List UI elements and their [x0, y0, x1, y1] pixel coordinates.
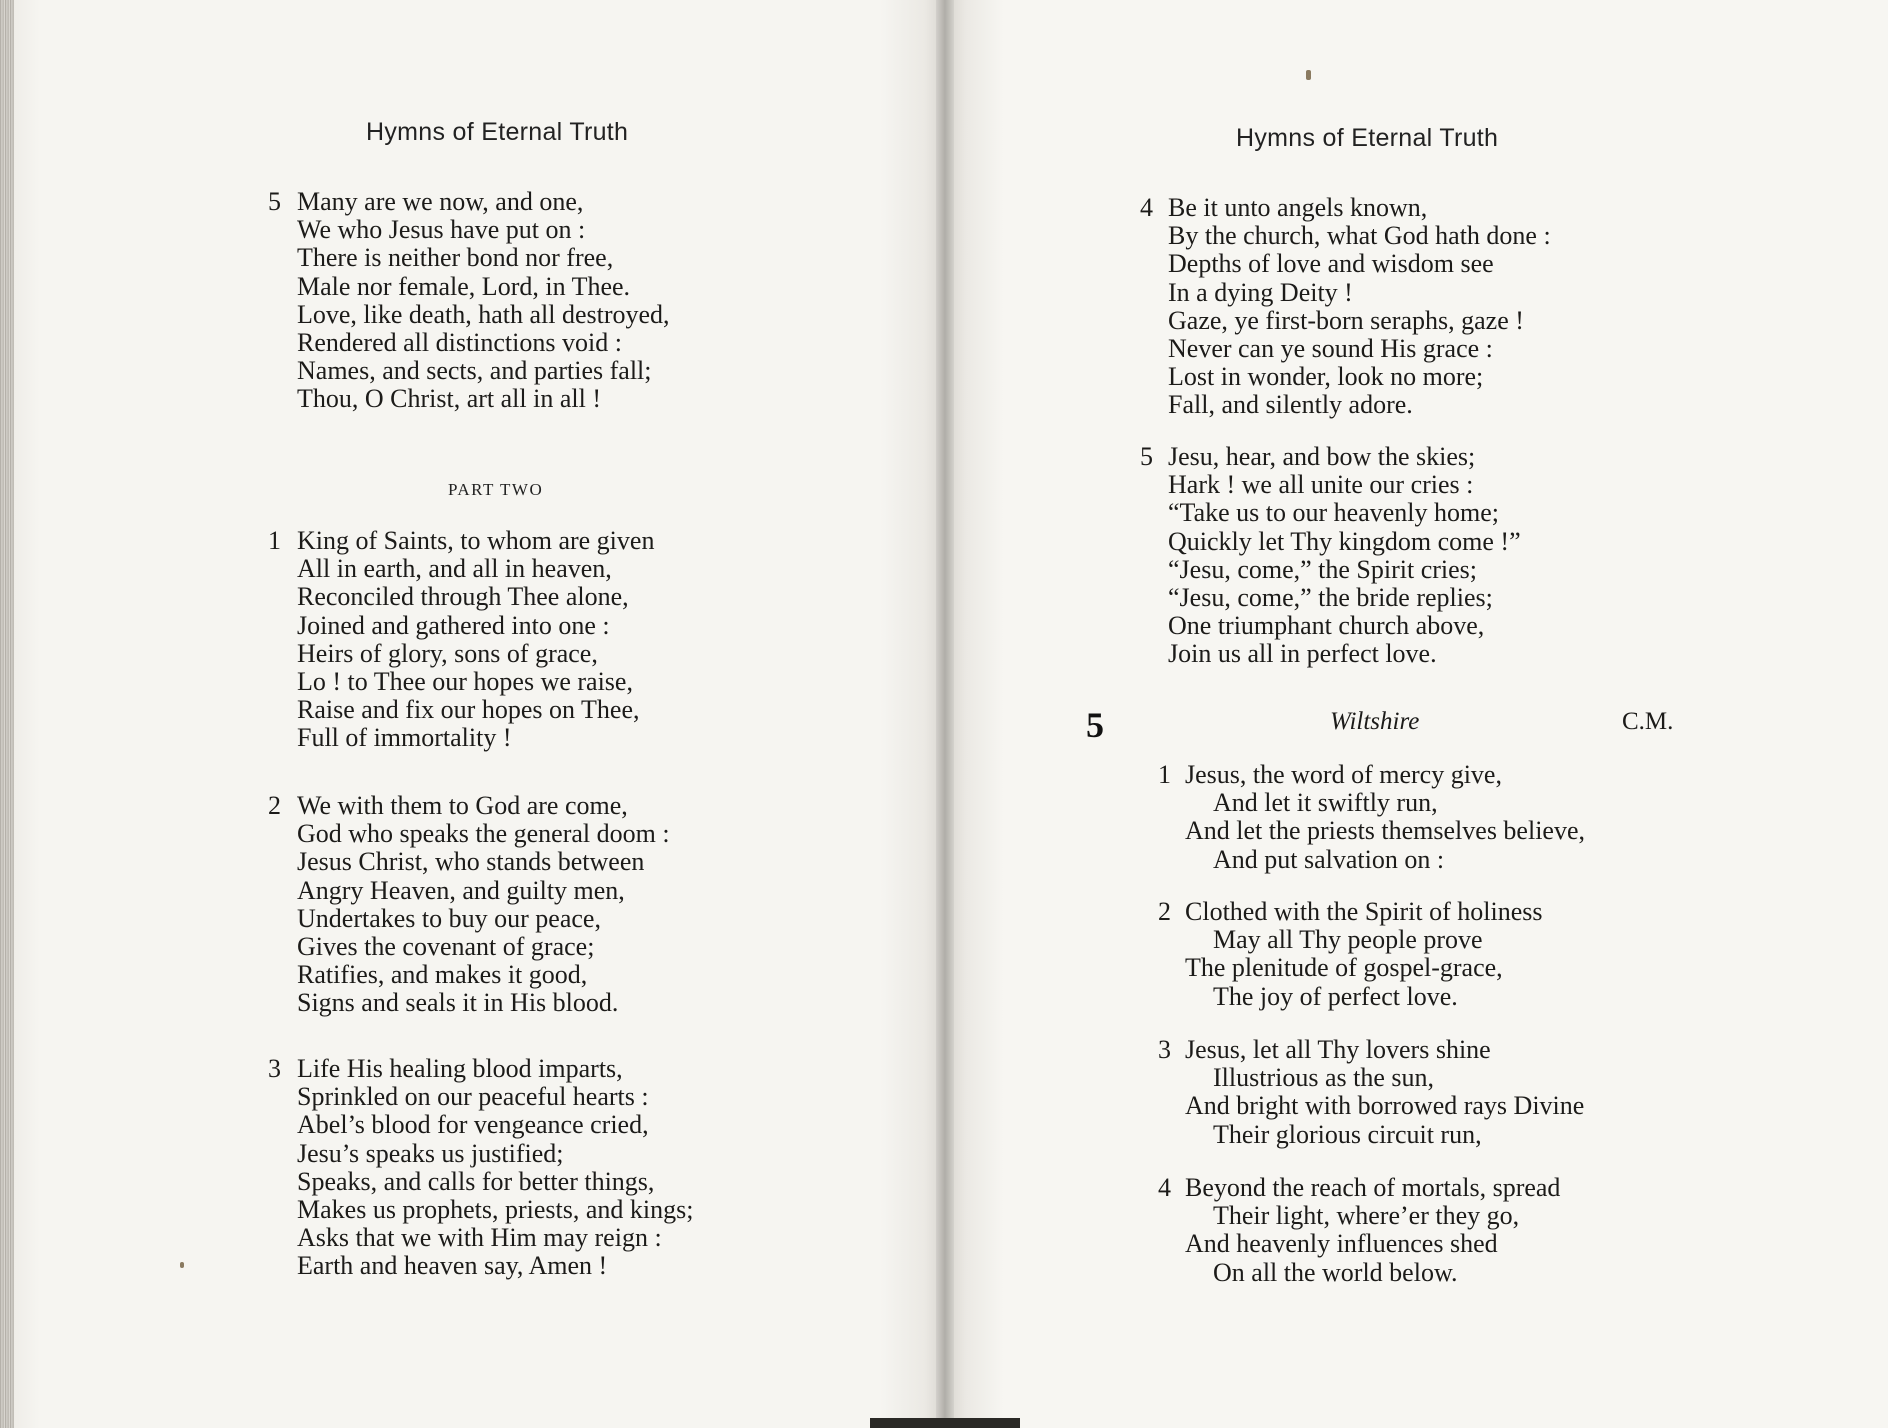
running-header-left: Hymns of Eternal Truth [366, 118, 629, 146]
part-two-verse-1 [297, 527, 654, 753]
verse-line: Signs and seals it in His blood. [297, 988, 619, 1018]
verse-number: 3 [268, 1054, 281, 1083]
part-two-verse-3 [297, 1055, 693, 1281]
verse-line: By the church, what God hath done : [1168, 221, 1551, 251]
verse-line: Their glorious circuit run, [1213, 1119, 1482, 1149]
verse-line: Asks that we with Him may reign : [297, 1223, 662, 1253]
verse-line: Jesu, hear, and bow the skies; [1168, 442, 1476, 471]
verse-line: Never can ye sound His grace : [1168, 334, 1493, 364]
verse-number: 1 [268, 526, 281, 555]
verse-line: Speaks, and calls for better things, [297, 1166, 655, 1196]
verse-line: “Jesu, come,” the Spirit cries; [1168, 554, 1478, 584]
verse-line: Names, and sects, and parties fall; [297, 356, 652, 386]
verse-line: Rendered all distinctions void : [297, 328, 622, 358]
verse-line: “Take us to our heavenly home; [1168, 498, 1500, 528]
verse-line: We with them to God are come, [297, 791, 628, 820]
verse-line: And heavenly influences shed [1185, 1229, 1498, 1259]
verse-number: 4 [1140, 193, 1153, 222]
verse-line: Gives the covenant of grace; [297, 932, 595, 962]
hymn-5-stanza-4 [1185, 1174, 1560, 1287]
hymn-5-stanza-1 [1185, 761, 1585, 874]
right-page [944, 0, 1888, 1428]
spine-shadow [870, 1418, 1020, 1428]
page-edges [0, 0, 14, 1428]
verse-line: Hark ! we all unite our cries : [1168, 470, 1474, 500]
verse-4 [1168, 194, 1551, 420]
verse-line: Raise and fix our hopes on Thee, [297, 695, 640, 725]
verse-line: God who speaks the general doom : [297, 819, 670, 849]
verse-line: Life His healing blood imparts, [297, 1054, 623, 1083]
verse-line: And bright with borrowed rays Divine [1185, 1091, 1585, 1121]
verse-line: Angry Heaven, and guilty men, [297, 875, 625, 905]
meter-label: C.M. [1622, 708, 1674, 735]
verse-line: Beyond the reach of mortals, spread [1185, 1173, 1561, 1202]
verse-line: Illustrious as the sun, [1213, 1063, 1434, 1093]
verse-line: Jesus, let all Thy lovers shine [1185, 1035, 1491, 1064]
verse-line: Ratifies, and makes it good, [297, 960, 588, 990]
verse-line: The joy of perfect love. [1213, 981, 1458, 1011]
verse-line: Makes us prophets, priests, and kings; [297, 1195, 694, 1225]
verse-line: The plenitude of gospel-grace, [1185, 953, 1503, 983]
verse-line: Join us all in perfect love. [1168, 639, 1437, 669]
verse-line: Clothed with the Spirit of holiness [1185, 897, 1543, 926]
verse-number: 5 [268, 187, 281, 216]
stanza-number: 2 [1158, 897, 1171, 926]
verse-line: There is neither bond nor free, [297, 243, 614, 273]
verse-line: May all Thy people prove [1213, 925, 1483, 955]
stanza-number: 4 [1158, 1173, 1171, 1202]
verse-line: Jesus Christ, who stands between [297, 847, 645, 877]
verse-line: Reconciled through Thee alone, [297, 582, 629, 612]
verse-line: One triumphant church above, [1168, 611, 1485, 641]
stanza-number: 3 [1158, 1035, 1171, 1064]
verse-line: Earth and heaven say, Amen ! [297, 1251, 608, 1281]
verse-number: 5 [1140, 442, 1153, 471]
stanza-number: 1 [1158, 760, 1171, 789]
hymn-5-stanza-3 [1185, 1036, 1584, 1149]
verse-line: Jesus, the word of mercy give, [1185, 760, 1502, 789]
verse-line: Lo ! to Thee our hopes we raise, [297, 667, 633, 697]
verse-line: And let it swiftly run, [1213, 788, 1438, 818]
verse-line: Undertakes to buy our peace, [297, 903, 601, 933]
verse-line: Jesu’s speaks us justified; [297, 1138, 564, 1168]
paper-speck [180, 1262, 184, 1268]
part-two-verse-2 [297, 792, 670, 1018]
paper-speck [1306, 70, 1311, 80]
hymn-5-stanza-2 [1185, 898, 1543, 1011]
verse-line: Joined and gathered into one : [297, 610, 610, 640]
tune-name: Wiltshire [1330, 708, 1420, 735]
verse-line: Full of immortality ! [297, 723, 512, 753]
verse-line: Fall, and silently adore. [1168, 390, 1413, 420]
verse-line: Lost in wonder, look no more; [1168, 362, 1484, 392]
verse-line: And let the priests themselves believe, [1185, 816, 1586, 846]
verse-line: And put salvation on : [1213, 844, 1445, 874]
verse-line: In a dying Deity ! [1168, 277, 1353, 307]
verse-line: We who Jesus have put on : [297, 215, 586, 245]
verse-line: Gaze, ye first-born seraphs, gaze ! [1168, 305, 1524, 335]
verse-line: All in earth, and all in heaven, [297, 554, 612, 584]
verse-line: Depths of love and wisdom see [1168, 249, 1494, 279]
book-gutter [936, 0, 954, 1428]
verse-line: Be it unto angels known, [1168, 193, 1428, 222]
verse-line: Sprinkled on our peaceful hearts : [297, 1082, 649, 1112]
verse-5-part-one [297, 188, 670, 414]
verse-line: Abel’s blood for vengeance cried, [297, 1110, 649, 1140]
verse-line: “Jesu, come,” the bride replies; [1168, 583, 1493, 613]
hymn-number: 5 [1086, 705, 1104, 745]
verse-line: Their light, where’er they go, [1213, 1201, 1520, 1231]
verse-line: Quickly let Thy kingdom come !” [1168, 526, 1521, 556]
running-header-right: Hymns of Eternal Truth [1236, 124, 1499, 152]
verse-5 [1168, 443, 1521, 669]
verse-number: 2 [268, 791, 281, 820]
verse-line: Many are we now, and one, [297, 187, 584, 216]
verse-line: Thou, O Christ, art all in all ! [297, 384, 602, 414]
part-two-heading: PART TWO [448, 480, 544, 499]
verse-line: Heirs of glory, sons of grace, [297, 638, 598, 668]
verse-line: On all the world below. [1213, 1257, 1458, 1287]
verse-line: Male nor female, Lord, in Thee. [297, 271, 631, 301]
verse-line: Love, like death, hath all destroyed, [297, 299, 670, 329]
verse-line: King of Saints, to whom are given [297, 526, 655, 555]
